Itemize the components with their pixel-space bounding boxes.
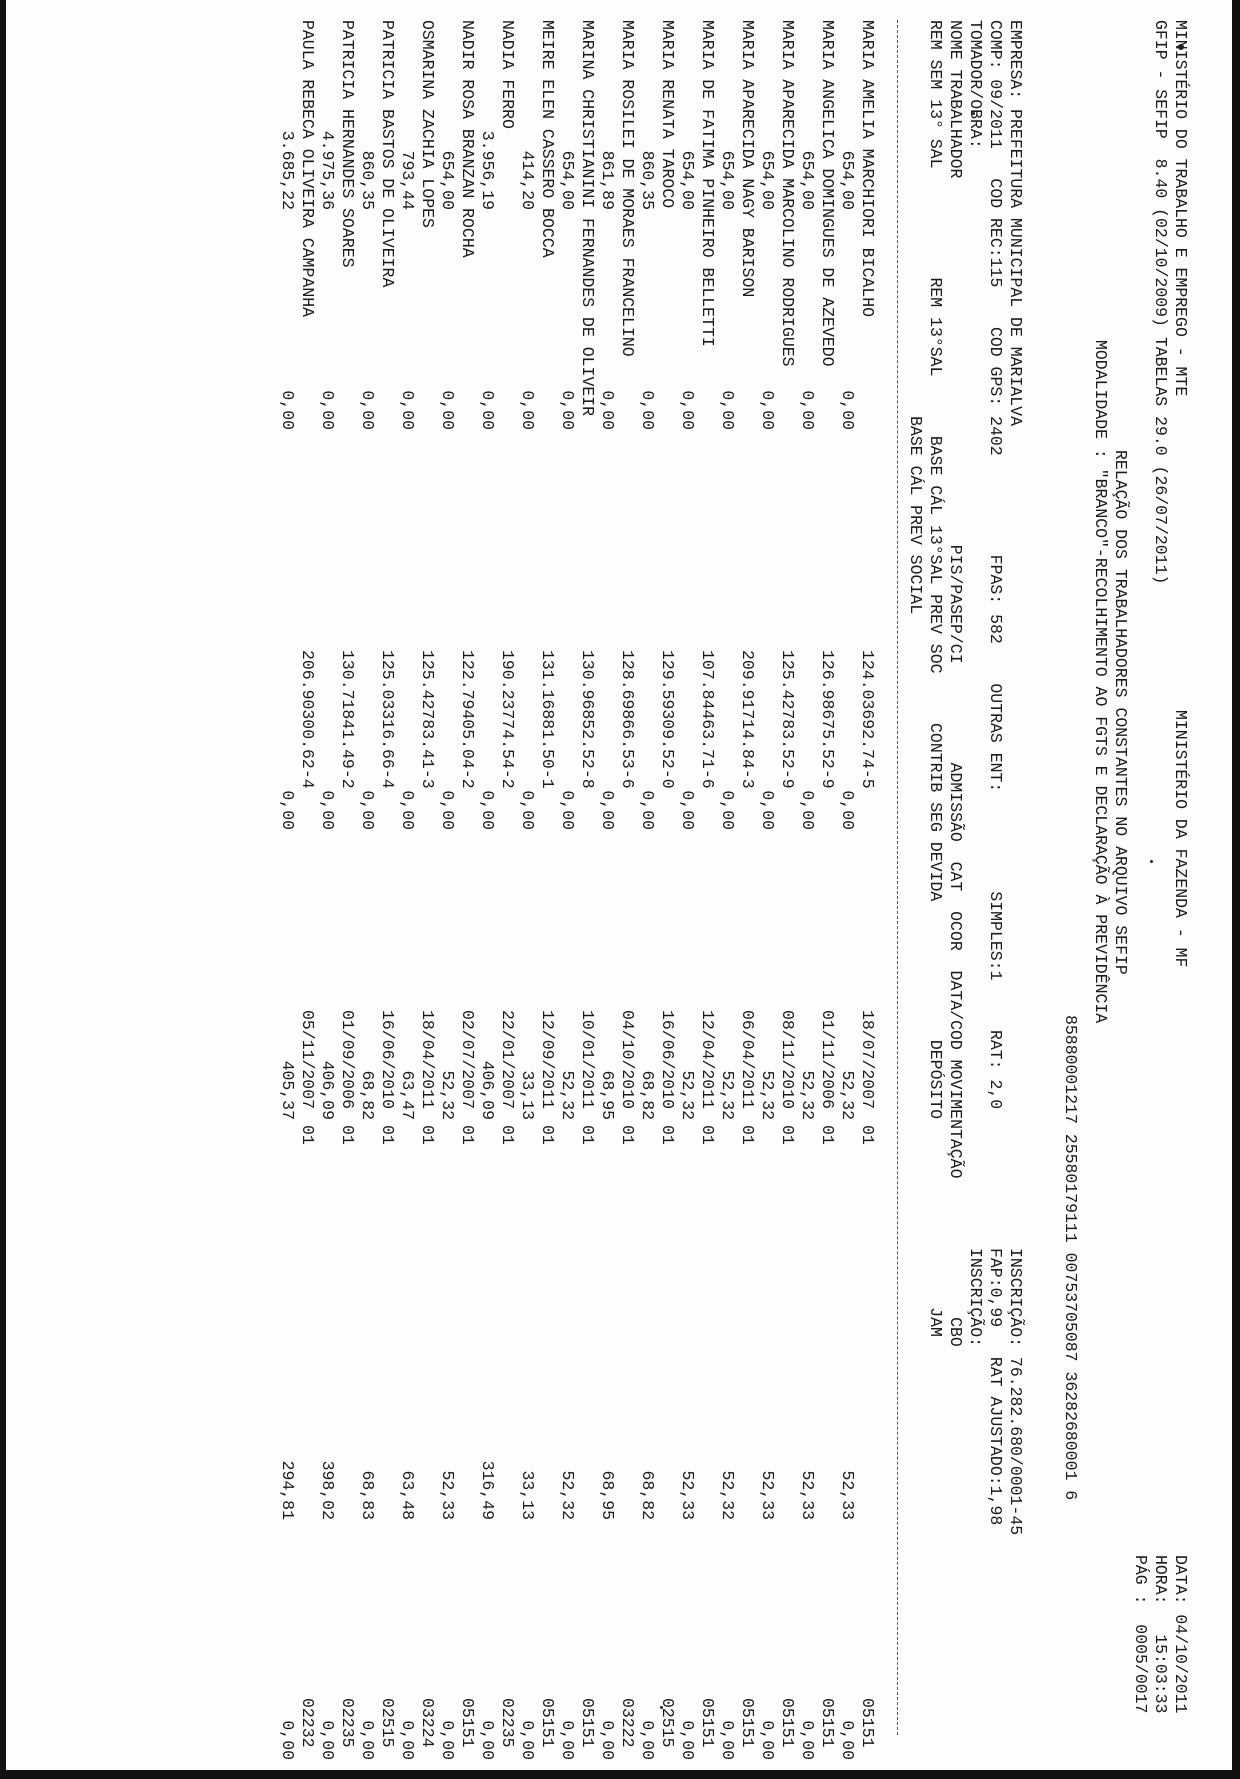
worker-13-salary: 0,00 <box>798 390 817 430</box>
worker-salary: 654,00 <box>798 150 817 210</box>
worker-contribution: 52,32 <box>678 1070 697 1120</box>
worker-jam: 0,00 <box>478 1720 497 1760</box>
worker-salary: 793,44 <box>398 150 417 210</box>
worker-name: MEIRE ELEN CASSERO BOCCA <box>538 20 557 258</box>
scan-edge-bottom <box>0 1770 1240 1779</box>
worker-pis: 128.69866.53-6 <box>618 650 637 789</box>
worker-cbo: 02515 <box>378 1698 397 1748</box>
worker-admission: 16/06/2010 <box>658 1010 677 1110</box>
company-inscription: INSCRIÇÃO: 76.282.680/0001-45 <box>1006 1248 1025 1536</box>
worker-13-base: 0,00 <box>478 790 497 830</box>
worker-deposit: 52,32 <box>718 1470 737 1520</box>
worker-pis: 206.90300.62-4 <box>298 650 317 789</box>
worker-13-base: 0,00 <box>718 790 737 830</box>
report-title: RELAÇÃO DOS TRABALHADORES CONSTANTES NO ARQUIVO SEFIP <box>1111 450 1130 975</box>
worker-contribution: 52,32 <box>558 1070 577 1120</box>
worker-13-salary: 0,00 <box>638 390 657 430</box>
worker-category: 01 <box>298 1125 317 1145</box>
worker-pis: 190.23774.54-2 <box>498 650 517 789</box>
worker-salary: 654,00 <box>838 150 857 210</box>
worker-jam: 0,00 <box>758 1720 777 1760</box>
worker-deposit: 68,83 <box>358 1470 377 1520</box>
worker-name: NADIR ROSA BRANZAN ROCHA <box>458 20 477 258</box>
worker-name: MARIA APARECIDA NAGY BARISON <box>738 20 757 298</box>
worker-deposit: 398,02 <box>318 1460 337 1520</box>
worker-name: MARIA AMELIA MARCHIORI BICALHO <box>858 20 877 318</box>
worker-cbo: 05151 <box>778 1698 797 1748</box>
worker-13-salary: 0,00 <box>358 390 377 430</box>
worker-pis: 131.16881.50-1 <box>538 650 557 789</box>
worker-cbo: 05151 <box>858 1698 877 1748</box>
worker-category: 01 <box>578 1125 597 1145</box>
worker-name: MARIA ROSILEI DE MORAES FRANCELINO <box>618 20 637 357</box>
worker-deposit: 33,13 <box>518 1470 537 1520</box>
worker-category: 01 <box>858 1125 877 1145</box>
worker-name: PAULA REBECA OLIVEIRA CAMPANHA <box>298 20 317 318</box>
worker-name: MARIA APARECIDA MARCOLINO RODRIGUES <box>778 20 797 367</box>
worker-category: 01 <box>698 1125 717 1145</box>
worker-deposit: 52,33 <box>838 1470 857 1520</box>
worker-category: 01 <box>458 1125 477 1145</box>
worker-jam: 0,00 <box>558 1720 577 1760</box>
worker-salary: 654,00 <box>678 150 697 210</box>
worker-salary: 654,00 <box>438 150 457 210</box>
worker-13-salary: 0,00 <box>838 390 857 430</box>
worker-pis: 126.98675.52-9 <box>818 650 837 789</box>
worker-pis: 129.59309.52-0 <box>658 650 677 789</box>
worker-13-salary: 0,00 <box>518 390 537 430</box>
worker-contribution: 52,32 <box>718 1070 737 1120</box>
report-modality: MODALIDADE : "BRANCO"-RECOLHIMENTO AO FGTS E DECLARAÇÃO À PREVIDÊNCIA <box>1091 340 1110 1024</box>
worker-pis: 125.42783.41-3 <box>418 650 437 789</box>
worker-contribution: 52,32 <box>838 1070 857 1120</box>
worker-deposit: 316,49 <box>478 1460 497 1520</box>
worker-salary: 4.975,36 <box>318 130 337 210</box>
column-header-3: BASE CÁL PREV SOCIAL <box>906 20 925 615</box>
fap-rat: FAP:0,99 RAT AJUSTADO:1,98 <box>986 1248 1005 1526</box>
column-header-1: NOME TRABALHADOR PIS/PASEP/CI ADMISSÃO CAT OCOR DATA/COD MOVIMENTAÇÃO CBO <box>946 20 965 1347</box>
worker-contribution: 405,37 <box>278 1060 297 1120</box>
worker-name: MARIA DE FATIMA PINHEIRO BELLETTI <box>698 20 717 347</box>
worker-jam: 0,00 <box>678 1720 697 1760</box>
worker-cbo: 02232 <box>298 1698 317 1748</box>
worker-cbo: 05151 <box>818 1698 837 1748</box>
worker-deposit: 68,95 <box>598 1470 617 1520</box>
worker-pis: 107.84463.71-6 <box>698 650 717 789</box>
worker-cbo: 05151 <box>538 1698 557 1748</box>
worker-13-salary: 0,00 <box>598 390 617 430</box>
worker-jam: 0,00 <box>318 1720 337 1760</box>
worker-contribution: 406,09 <box>478 1060 497 1120</box>
worker-13-base: 0,00 <box>358 790 377 830</box>
worker-cbo: 05151 <box>698 1698 717 1748</box>
worker-salary: 654,00 <box>758 150 777 210</box>
column-header-2: REM SEM 13° SAL REM 13°SAL BASE CÁL 13°SAL PREV SOC CONTRIB SEG DEVIDA DEPÓSITO JAM <box>926 20 945 1337</box>
worker-jam: 0,00 <box>638 1720 657 1760</box>
barcode-number: 85880001217 25580179111 00753705087 36282680001 6 <box>1061 1015 1080 1501</box>
worker-admission: 18/07/2007 <box>858 1010 877 1110</box>
worker-salary: 860,35 <box>638 150 657 210</box>
worker-cbo: 03224 <box>418 1698 437 1748</box>
worker-salary: 654,00 <box>718 150 737 210</box>
worker-cbo: 05151 <box>578 1698 597 1748</box>
worker-13-base: 0,00 <box>318 790 337 830</box>
worker-pis: 125.03316.66-4 <box>378 650 397 789</box>
ministry-labor: MINISTÉRIO DO TRABALHO E EMPREGO - MTE <box>1171 20 1190 397</box>
worker-jam: 0,00 <box>718 1720 737 1760</box>
worker-deposit: 52,33 <box>758 1470 777 1520</box>
worker-13-base: 0,00 <box>638 790 657 830</box>
worker-13-base: 0,00 <box>398 790 417 830</box>
worker-name: MARINA CHRISTIANINI FERNANDES DE OLIVEIR <box>578 20 597 417</box>
worker-13-salary: 0,00 <box>478 390 497 430</box>
worker-jam: 0,00 <box>518 1720 537 1760</box>
worker-contribution: 406,09 <box>318 1060 337 1120</box>
worker-pis: 130.71841.49-2 <box>338 650 357 789</box>
worker-deposit: 52,33 <box>798 1470 817 1520</box>
gfip-version: GFIP - SEFIP 8.40 (02/10/2009) TABELAS 29.0 (26/07/2011) <box>1151 20 1170 585</box>
worker-admission: 01/09/2006 <box>338 1010 357 1110</box>
worker-contribution: 68,82 <box>638 1070 657 1120</box>
worker-category: 01 <box>538 1125 557 1145</box>
worker-category: 01 <box>618 1125 637 1145</box>
worker-13-base: 0,00 <box>798 790 817 830</box>
worker-13-base: 0,00 <box>758 790 777 830</box>
worker-category: 01 <box>778 1125 797 1145</box>
worker-13-salary: 0,00 <box>758 390 777 430</box>
worker-admission: 12/04/2011 <box>698 1010 717 1110</box>
worker-admission: 22/01/2007 <box>498 1010 517 1110</box>
worker-cbo: 02235 <box>338 1698 357 1748</box>
worker-admission: 05/11/2007 <box>298 1010 317 1110</box>
tomador-obra: TOMADOR/OBRA: <box>966 20 985 149</box>
worker-jam: 0,00 <box>598 1720 617 1760</box>
ministry-finance: MINISTÉRIO DA FAZENDA - MF <box>1171 710 1190 968</box>
worker-cbo: 05151 <box>458 1698 477 1748</box>
scan-edge-right <box>1232 0 1240 1779</box>
worker-13-salary: 0,00 <box>558 390 577 430</box>
worker-admission: 10/01/2011 <box>578 1010 597 1110</box>
worker-jam: 0,00 <box>398 1720 417 1760</box>
worker-admission: 18/04/2011 <box>418 1010 437 1110</box>
worker-13-salary: 0,00 <box>438 390 457 430</box>
worker-contribution: 52,32 <box>438 1070 457 1120</box>
worker-category: 01 <box>498 1125 517 1145</box>
worker-deposit: 68,82 <box>638 1470 657 1520</box>
worker-category: 01 <box>658 1125 677 1145</box>
worker-category: 01 <box>378 1125 397 1145</box>
worker-cbo: 05151 <box>738 1698 757 1748</box>
worker-name: MARIA ANGELICA DOMINGUES DE AZEVEDO <box>818 20 837 367</box>
worker-name: PATRICIA BASTOS DE OLIVEIRA <box>378 20 397 288</box>
worker-name: OSMARINA ZACHIA LOPES <box>418 20 437 228</box>
scan-edge-left <box>0 0 6 1779</box>
worker-deposit: 63,48 <box>398 1470 417 1520</box>
worker-admission: 01/11/2006 <box>818 1010 837 1110</box>
worker-13-base: 0,00 <box>838 790 857 830</box>
worker-name: MARIA RENATA TAROCO <box>658 20 677 209</box>
worker-cbo: 02235 <box>498 1698 517 1748</box>
worker-13-salary: 0,00 <box>678 390 697 430</box>
worker-admission: 08/11/2010 <box>778 1010 797 1110</box>
worker-13-base: 0,00 <box>438 790 457 830</box>
worker-salary: 3.685,22 <box>278 130 297 210</box>
worker-name: PATRICIA HERNANDES SOARES <box>338 20 357 268</box>
worker-13-salary: 0,00 <box>718 390 737 430</box>
tomador-inscription: INSCRIÇÃO: <box>966 1248 985 1348</box>
worker-contribution: 68,95 <box>598 1070 617 1120</box>
worker-record <box>57 10 317 1760</box>
worker-admission: 12/09/2011 <box>538 1010 557 1110</box>
worker-salary: 860,35 <box>358 150 377 210</box>
worker-name: NADIA FERRO <box>498 20 517 129</box>
worker-jam: 0,00 <box>798 1720 817 1760</box>
worker-pis: 124.03692.74-5 <box>858 650 877 789</box>
worker-jam: 0,00 <box>438 1720 457 1760</box>
worker-admission: 04/10/2010 <box>618 1010 637 1110</box>
worker-category: 01 <box>818 1125 837 1145</box>
worker-category: 01 <box>418 1125 437 1145</box>
worker-jam: 0,00 <box>358 1720 377 1760</box>
worker-salary: 654,00 <box>558 150 577 210</box>
worker-deposit: 52,32 <box>558 1470 577 1520</box>
worker-deposit: 294,81 <box>278 1460 297 1520</box>
worker-contribution: 52,32 <box>758 1070 777 1120</box>
worker-13-salary: 0,00 <box>318 390 337 430</box>
worker-pis: 130.96852.52-8 <box>578 650 597 789</box>
report-date: DATA: 04/10/2011 <box>1171 1555 1190 1714</box>
worker-13-salary: 0,00 <box>278 390 297 430</box>
company-name: EMPRESA: PREFEITURA MUNICIPAL DE MARIALVA <box>1006 20 1025 426</box>
worker-category: 01 <box>738 1125 757 1145</box>
report-time: HORA: 15:03:33 <box>1151 1555 1170 1714</box>
worker-category: 01 <box>338 1125 357 1145</box>
report-rotated <box>10 10 1190 1760</box>
worker-13-base: 0,00 <box>598 790 617 830</box>
page-number: PÁG : 0005/0017 <box>1131 1555 1150 1714</box>
worker-cbo: 02515 <box>658 1698 677 1748</box>
worker-13-base: 0,00 <box>518 790 537 830</box>
worker-contribution: 63,47 <box>398 1070 417 1120</box>
worker-13-base: 0,00 <box>558 790 577 830</box>
worker-admission: 06/04/2011 <box>738 1010 757 1110</box>
worker-jam: 0,00 <box>838 1720 857 1760</box>
worker-13-base: 0,00 <box>678 790 697 830</box>
worker-pis: 209.91714.84-3 <box>738 650 757 789</box>
worker-deposit: 52,33 <box>438 1470 457 1520</box>
worker-salary: 414,20 <box>518 150 537 210</box>
worker-13-base: 0,00 <box>278 790 297 830</box>
worker-salary: 861,89 <box>598 150 617 210</box>
worker-contribution: 33,13 <box>518 1070 537 1120</box>
worker-admission: 16/06/2010 <box>378 1010 397 1110</box>
worker-admission: 02/07/2007 <box>458 1010 477 1110</box>
worker-contribution: 52,32 <box>798 1070 817 1120</box>
competence-line: COMP: 09/2011 COD REC:115 COD GPS: 2402 FPAS: 582 OUTRAS ENT: SIMPLES:1 RAT: 2,0 <box>986 20 1005 1110</box>
worker-pis: 122.79405.04-2 <box>458 650 477 789</box>
worker-contribution: 68,82 <box>358 1070 377 1120</box>
worker-deposit: 52,33 <box>678 1470 697 1520</box>
worker-13-salary: 0,00 <box>398 390 417 430</box>
worker-cbo: 03222 <box>618 1698 637 1748</box>
worker-jam: 0,00 <box>278 1720 297 1760</box>
worker-pis: 125.42783.52-9 <box>778 650 797 789</box>
worker-salary: 3.956,19 <box>478 130 497 210</box>
header-divider <box>897 20 898 1735</box>
